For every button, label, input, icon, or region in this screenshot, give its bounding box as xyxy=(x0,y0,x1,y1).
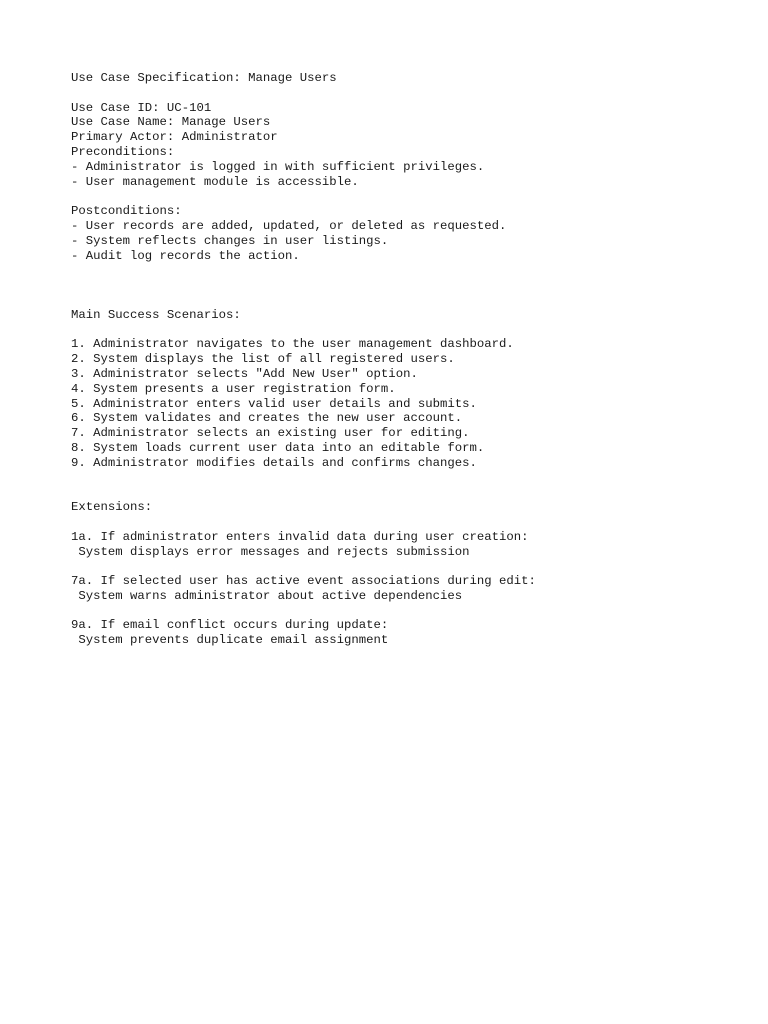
precondition-item: - Administrator is logged in with sufficient privileges. xyxy=(71,159,485,174)
scenario-step: 3. Administrator selects "Add New User" option. xyxy=(71,366,418,381)
primary-actor: Primary Actor: Administrator xyxy=(71,130,278,145)
use-case-name: Use Case Name: Manage Users xyxy=(71,115,271,130)
scenario-step: 6. System validates and creates the new user account. xyxy=(71,411,463,426)
scenario-step: 4. System presents a user registration form. xyxy=(71,381,396,396)
extensions-heading: Extensions: xyxy=(71,500,153,515)
postcondition-item: - User records are added, updated, or deleted as requested. xyxy=(71,218,507,233)
scenario-step: 7. Administrator selects an existing user for editing. xyxy=(71,426,470,441)
document-title: Use Case Specification: Manage Users xyxy=(71,71,337,85)
postcondition-item: - System reflects changes in user listings. xyxy=(71,233,389,248)
extension-condition: 7a. If selected user has active event associations during edit: xyxy=(71,574,536,589)
extension-condition: 9a. If email conflict occurs during update: xyxy=(71,618,389,633)
document-body xyxy=(71,71,536,648)
scenario-step: 9. Administrator modifies details and confirms changes. xyxy=(71,455,477,470)
use-case-id: Use Case ID: UC-101 xyxy=(71,100,212,115)
main-success-heading: Main Success Scenarios: xyxy=(71,307,241,322)
extension-response: System prevents duplicate email assignment xyxy=(71,633,389,648)
extension-condition: 1a. If administrator enters invalid data during user creation: xyxy=(71,529,529,544)
scenario-step: 8. System loads current user data into an editable form. xyxy=(71,440,485,455)
scenario-step: 2. System displays the list of all registered users. xyxy=(71,352,455,367)
preconditions-heading: Preconditions: xyxy=(71,144,175,159)
precondition-item: - User management module is accessible. xyxy=(71,174,359,189)
extension-response: System displays error messages and rejects submission xyxy=(71,544,470,559)
postconditions-heading: Postconditions: xyxy=(71,204,182,219)
scenario-step: 5. Administrator enters valid user details and submits. xyxy=(71,396,477,411)
extension-response: System warns administrator about active dependencies xyxy=(71,588,463,603)
scenario-step: 1. Administrator navigates to the user management dashboard. xyxy=(71,337,514,352)
postcondition-item: - Audit log records the action. xyxy=(71,248,300,263)
